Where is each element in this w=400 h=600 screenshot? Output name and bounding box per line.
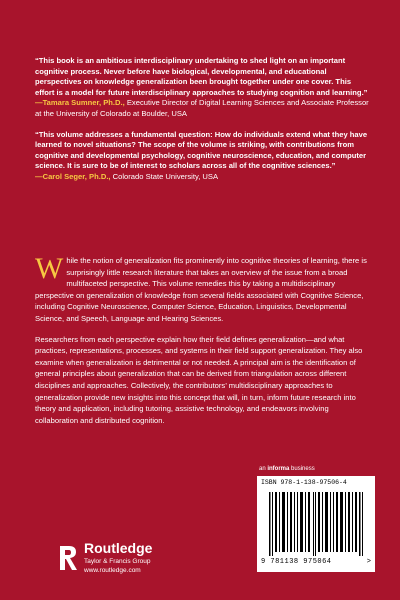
endorser-role: Colorado State University, USA (110, 171, 219, 181)
endorser-role: Executive Director of Digital Learning Sciences and Associate Professor at the University of Colorado at Boulder, USA (35, 98, 369, 118)
endorsement-2 (35, 130, 370, 183)
publisher-group: Taylor & Francis Group (84, 558, 151, 565)
book-description (35, 252, 373, 435)
endorser-name: —Tamara Sumner, Ph.D., (35, 98, 125, 108)
endorsement-quote: “This volume addresses a fundamental question: How do individuals extend what they have learned to novel situations? The scope of the volume is striking, with contributions from cognitive and developmental psychology, cognitive neuroscience, education, and computer science. It is sure to be of interest to scholars across all of the cognitive sciences.” (35, 129, 368, 171)
publisher-url[interactable]: www.routledge.com (84, 567, 141, 574)
barcode (257, 476, 375, 572)
endorser-name: —Carol Seger, Ph.D., (35, 171, 111, 181)
drop-cap: W (35, 252, 64, 285)
barcode-bars-icon (269, 492, 365, 556)
barcode-arrow: > (366, 558, 371, 566)
isbn-label: ISBN 978-1-138-97506-4 (261, 479, 347, 486)
endorsement-1 (35, 56, 370, 120)
endorsement-quote: “This book is an ambitious interdisciplinary undertaking to shed light on an important cognitive process. Never before have biological, developmental, and educational perspectives on knowledge generalization been brought together under one cover. This effort is a model for future interdisciplinary approaches to studying cognition and learning.” (35, 56, 368, 97)
publisher-name: Routledge (84, 540, 153, 556)
description-paragraph: While the notion of generalization fits prominently into cognitive theories of learning, there is surprisingly little research literature that takes an overview of the issue from a broad multifaceted perspective. This volume remedies this by taking a multidisciplinary perspective on generalization of knowledge from several fields associated with Cognitive Science, including Cognitive Neuroscience, Computer Science, Education, Linguistics, Developmental Science, and Speech, Language and Hearing Sciences. (35, 252, 367, 323)
isbn-digits: 9 781138 975064 (261, 558, 332, 566)
routledge-logo-icon (58, 544, 80, 572)
description-paragraph: Researchers from each perspective explain how their field defines generalization—and what practices, representations, processes, and systems in their field support generalization. They also examine when generalization is detrimental or not needed. A principal aim is the identification of general principles about generalization that can be derived from triangulation across different disciplines and approaches. Collectively, the contributors’ multidisciplinary approaches to generalization provide new insights into this concept that will, in turn, inform future research into theory and application, including tutoring, assistive technology, and endeavors involving collaboration and distributed cognition. (35, 334, 363, 425)
endorsements (35, 56, 370, 193)
informa-imprint: an informa business (259, 466, 315, 472)
